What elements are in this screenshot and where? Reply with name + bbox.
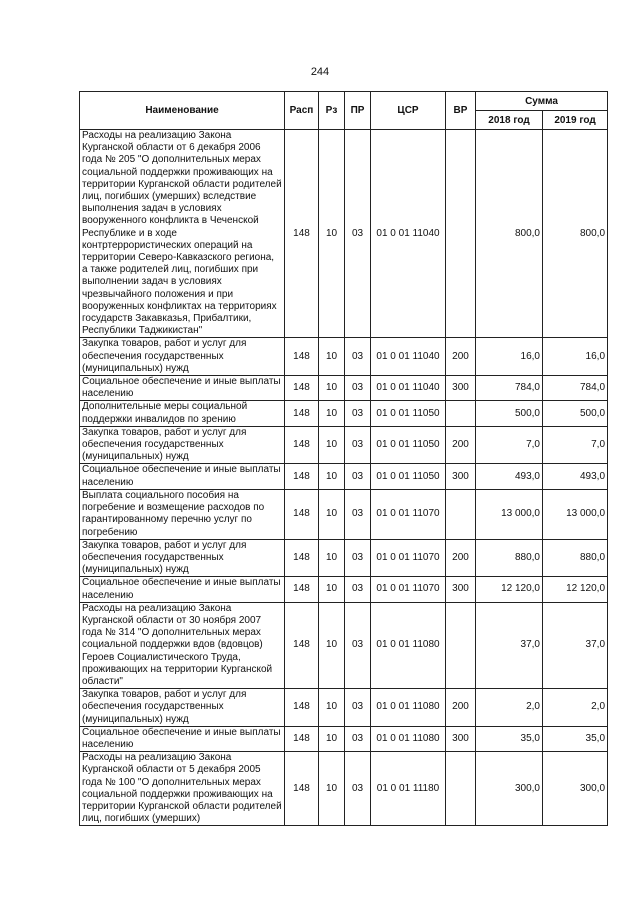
row-rasp: 148	[285, 401, 319, 426]
table-row	[80, 577, 608, 602]
row-sum-2019: 35,0	[543, 726, 608, 751]
row-rz: 10	[319, 539, 345, 577]
row-csr: 01 0 01 11080	[371, 602, 446, 688]
row-csr: 01 0 01 11040	[371, 376, 446, 401]
table-row	[80, 539, 608, 577]
row-name: Выплата социального пособия на погребение и возмещение расходов по гарантированному перечню услуг по погребению	[80, 489, 285, 539]
row-csr: 01 0 01 11050	[371, 401, 446, 426]
row-rz: 10	[319, 338, 345, 376]
row-csr: 01 0 01 11080	[371, 726, 446, 751]
row-sum-2018: 13 000,0	[476, 489, 543, 539]
table-body	[80, 130, 608, 826]
row-rasp: 148	[285, 130, 319, 338]
table-row	[80, 602, 608, 688]
row-vr	[446, 130, 476, 338]
table-row	[80, 338, 608, 376]
table-row	[80, 489, 608, 539]
row-sum-2019: 800,0	[543, 130, 608, 338]
header-name: Наименование	[80, 92, 285, 130]
table-header	[80, 92, 608, 130]
row-sum-2019: 493,0	[543, 464, 608, 489]
budget-table	[79, 91, 608, 826]
row-pr: 03	[345, 726, 371, 751]
row-sum-2019: 16,0	[543, 338, 608, 376]
row-pr: 03	[345, 539, 371, 577]
row-vr: 300	[446, 464, 476, 489]
header-vr: ВР	[446, 92, 476, 130]
row-rasp: 148	[285, 338, 319, 376]
row-name: Расходы на реализацию Закона Курганской области от 30 ноября 2007 года № 314 "О дополнительных мерах социальной поддержки вдов (вдовцов) Героев Социалистического Труда, проживающих на территории Курганской области"	[80, 602, 285, 688]
row-name: Социальное обеспечение и иные выплаты населению	[80, 376, 285, 401]
row-rz: 10	[319, 602, 345, 688]
row-rz: 10	[319, 426, 345, 464]
row-vr	[446, 489, 476, 539]
table-row	[80, 376, 608, 401]
table-row	[80, 401, 608, 426]
row-name: Закупка товаров, работ и услуг для обеспечения государственных (муниципальных) нужд	[80, 426, 285, 464]
row-rz: 10	[319, 577, 345, 602]
header-csr: ЦСР	[371, 92, 446, 130]
row-csr: 01 0 01 11070	[371, 577, 446, 602]
row-name: Социальное обеспечение и иные выплаты населению	[80, 726, 285, 751]
row-vr: 200	[446, 426, 476, 464]
header-rasp: Расп	[285, 92, 319, 130]
row-csr: 01 0 01 11050	[371, 426, 446, 464]
row-csr: 01 0 01 11040	[371, 130, 446, 338]
header-sum: Сумма	[476, 92, 608, 111]
row-sum-2019: 2,0	[543, 689, 608, 727]
row-vr	[446, 752, 476, 826]
row-pr: 03	[345, 689, 371, 727]
row-csr: 01 0 01 11070	[371, 489, 446, 539]
row-rz: 10	[319, 689, 345, 727]
row-sum-2018: 500,0	[476, 401, 543, 426]
row-csr: 01 0 01 11050	[371, 464, 446, 489]
row-pr: 03	[345, 130, 371, 338]
row-pr: 03	[345, 602, 371, 688]
row-vr	[446, 401, 476, 426]
row-sum-2019: 880,0	[543, 539, 608, 577]
row-sum-2019: 13 000,0	[543, 489, 608, 539]
row-sum-2018: 300,0	[476, 752, 543, 826]
row-vr: 300	[446, 726, 476, 751]
row-vr	[446, 602, 476, 688]
row-pr: 03	[345, 426, 371, 464]
row-pr: 03	[345, 577, 371, 602]
row-csr: 01 0 01 11080	[371, 689, 446, 727]
page-number: 244	[310, 66, 330, 78]
row-rasp: 148	[285, 426, 319, 464]
row-name: Дополнительные меры социальной поддержки инвалидов по зрению	[80, 401, 285, 426]
row-pr: 03	[345, 752, 371, 826]
row-sum-2019: 37,0	[543, 602, 608, 688]
row-sum-2018: 12 120,0	[476, 577, 543, 602]
row-sum-2019: 7,0	[543, 426, 608, 464]
header-pr: ПР	[345, 92, 371, 130]
row-rz: 10	[319, 726, 345, 751]
row-rasp: 148	[285, 689, 319, 727]
row-sum-2018: 2,0	[476, 689, 543, 727]
table-row	[80, 426, 608, 464]
table-row	[80, 689, 608, 727]
row-name: Закупка товаров, работ и услуг для обеспечения государственных (муниципальных) нужд	[80, 338, 285, 376]
row-rasp: 148	[285, 489, 319, 539]
row-vr: 200	[446, 338, 476, 376]
row-sum-2018: 493,0	[476, 464, 543, 489]
row-sum-2019: 500,0	[543, 401, 608, 426]
row-sum-2019: 12 120,0	[543, 577, 608, 602]
row-vr: 200	[446, 689, 476, 727]
row-csr: 01 0 01 11070	[371, 539, 446, 577]
row-csr: 01 0 01 11180	[371, 752, 446, 826]
row-pr: 03	[345, 489, 371, 539]
row-name: Закупка товаров, работ и услуг для обеспечения государственных (муниципальных) нужд	[80, 689, 285, 727]
row-pr: 03	[345, 338, 371, 376]
row-sum-2018: 880,0	[476, 539, 543, 577]
row-rasp: 148	[285, 376, 319, 401]
row-vr: 200	[446, 539, 476, 577]
row-sum-2019: 784,0	[543, 376, 608, 401]
header-year-2019: 2019 год	[543, 111, 608, 130]
row-sum-2018: 800,0	[476, 130, 543, 338]
row-vr: 300	[446, 376, 476, 401]
row-vr: 300	[446, 577, 476, 602]
row-pr: 03	[345, 401, 371, 426]
header-year-2018: 2018 год	[476, 111, 543, 130]
row-rz: 10	[319, 130, 345, 338]
row-rasp: 148	[285, 726, 319, 751]
header-rz: Рз	[319, 92, 345, 130]
row-name: Расходы на реализацию Закона Курганской области от 6 декабря 2006 года № 205 "О дополнительных мерах социальной поддержки проживающих на территории Курганской области родителей лиц, погибших (умерших) вследствие выполнения задач в условиях вооруженного конфликта в Чеченской Республике и в ходе контртеррористических операций на территории Северо-Кавказского региона, а также родителей лиц, погибших при выполнении задач в условиях чрезвычайного положения и при вооруженных конфликтах на территориях государств Закавказья, Прибалтики, Республики Таджикистан"	[80, 130, 285, 338]
row-rasp: 148	[285, 577, 319, 602]
row-rz: 10	[319, 376, 345, 401]
row-name: Закупка товаров, работ и услуг для обеспечения государственных (муниципальных) нужд	[80, 539, 285, 577]
table-row	[80, 726, 608, 751]
row-rasp: 148	[285, 464, 319, 489]
row-rz: 10	[319, 401, 345, 426]
row-rz: 10	[319, 752, 345, 826]
row-sum-2018: 37,0	[476, 602, 543, 688]
row-name: Расходы на реализацию Закона Курганской области от 5 декабря 2005 года № 100 "О дополнительных мерах социальной поддержки проживающих на территории Курганской области родителей лиц, погибших (умерших)	[80, 752, 285, 826]
row-sum-2018: 784,0	[476, 376, 543, 401]
table-row	[80, 752, 608, 826]
row-pr: 03	[345, 376, 371, 401]
row-sum-2018: 16,0	[476, 338, 543, 376]
row-name: Социальное обеспечение и иные выплаты населению	[80, 577, 285, 602]
row-rasp: 148	[285, 602, 319, 688]
row-rz: 10	[319, 489, 345, 539]
row-csr: 01 0 01 11040	[371, 338, 446, 376]
row-sum-2019: 300,0	[543, 752, 608, 826]
table-row	[80, 464, 608, 489]
table-row	[80, 130, 608, 338]
row-rz: 10	[319, 464, 345, 489]
row-rasp: 148	[285, 539, 319, 577]
row-name: Социальное обеспечение и иные выплаты населению	[80, 464, 285, 489]
row-rasp: 148	[285, 752, 319, 826]
row-pr: 03	[345, 464, 371, 489]
row-sum-2018: 35,0	[476, 726, 543, 751]
row-sum-2018: 7,0	[476, 426, 543, 464]
